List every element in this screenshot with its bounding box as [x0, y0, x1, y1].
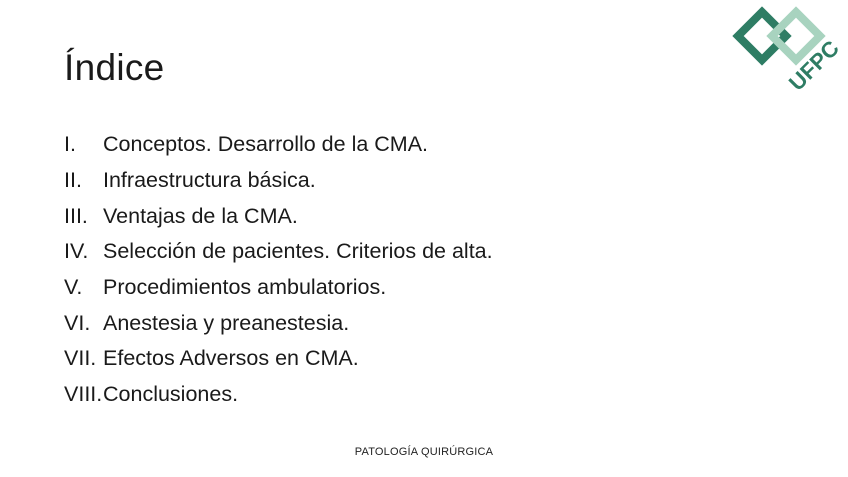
list-item-text: Ventajas de la CMA. — [103, 203, 298, 228]
list-item-numeral: III. — [64, 203, 88, 228]
list-item-numeral: I. — [64, 132, 76, 157]
list-item — [64, 127, 493, 163]
list-item — [64, 163, 493, 199]
list-item-numeral: VIII. — [64, 382, 103, 407]
list-item-text: Anestesia y preanestesia. — [103, 310, 350, 335]
slide-footer: PATOLOGÍA QUIRÚRGICA — [354, 446, 494, 458]
list-item — [64, 270, 493, 306]
list-item-numeral: II. — [64, 168, 82, 193]
list-item-text: Efectos Adversos en CMA. — [103, 346, 359, 371]
list-item — [64, 341, 493, 377]
list-item — [64, 377, 493, 413]
list-item-numeral: IV. — [64, 239, 89, 264]
list-item-text: Procedimientos ambulatorios. — [103, 275, 387, 300]
list-item — [64, 305, 493, 341]
slide-title: Índice — [64, 47, 165, 88]
list-item-numeral: V. — [64, 275, 83, 300]
logo-text: UFPC — [783, 35, 844, 96]
list-item-text: Selección de pacientes. Criterios de alta. — [103, 239, 493, 264]
list-item — [64, 234, 493, 270]
list-item-text: Conclusiones. — [103, 382, 239, 407]
list-item-numeral: VI. — [64, 310, 91, 335]
list-item-numeral: VII. — [64, 346, 97, 371]
list-item — [64, 198, 493, 234]
ufpc-logo-icon — [728, 4, 844, 100]
list-item-text: Infraestructura básica. — [103, 168, 316, 193]
list-item-text: Conceptos. Desarrollo de la CMA. — [103, 132, 429, 157]
index-list — [64, 127, 493, 413]
